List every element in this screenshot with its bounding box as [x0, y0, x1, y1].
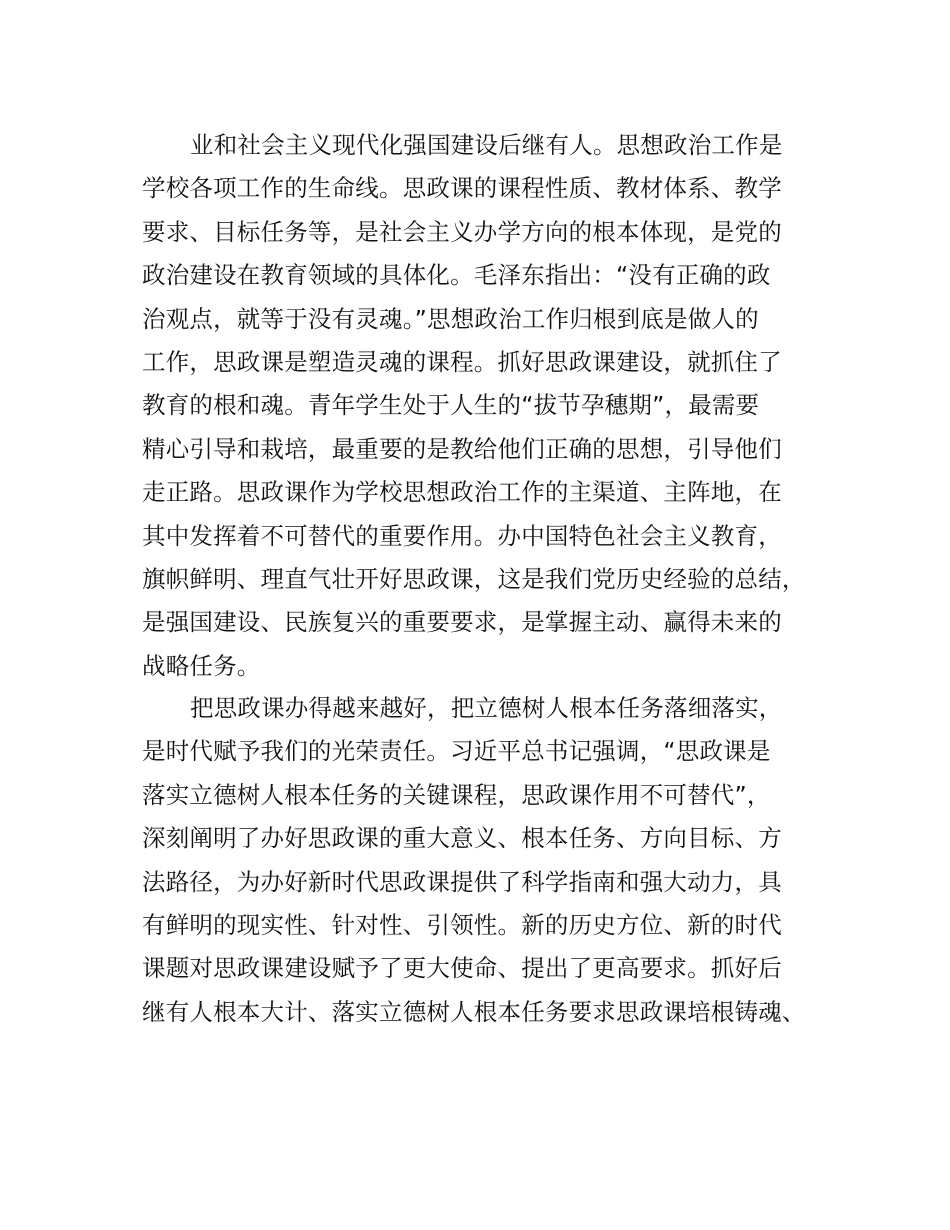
- text-line: 有鲜明的现实性、针对性、引领性。新的历史方位、新的时代: [142, 910, 782, 939]
- text-line: 深刻阐明了办好思政课的重大意义、根本任务、方向目标、方: [142, 824, 782, 853]
- text-line: 走正路。思政课作为学校思想政治工作的主渠道、主阵地，在: [142, 478, 782, 507]
- text-line: 落实立德树人根本任务的关键课程，思政课作用不可替代”，: [142, 780, 771, 809]
- text-line: 是强国建设、民族复兴的重要要求，是掌握主动、赢得未来的: [142, 608, 782, 637]
- text-line: 课题对思政课建设赋予了更大使命、提出了更高要求。抓好后: [142, 954, 782, 983]
- text-line: 治观点，就等于没有灵魂。”思想政治工作归根到底是做人的: [142, 304, 759, 333]
- text-line: 是时代赋予我们的光荣责任。习近平总书记强调，“思政课是: [142, 737, 771, 766]
- text-line: 工作，思政课是塑造灵魂的课程。抓好思政课建设，就抓住了: [142, 347, 782, 376]
- text-line: 把思政课办得越来越好，把立德树人根本任务落细落实，: [190, 694, 783, 722]
- text-line: 业和社会主义现代化强国建设后继有人。思想政治工作是: [190, 131, 783, 159]
- text-line: 教育的根和魂。青年学生处于人生的“拔节孕穗期”，最需要: [142, 391, 760, 420]
- text-line: 继有人根本大计、落实立德树人根本任务要求思政课培根铸魂、: [142, 997, 806, 1026]
- text-line: 学校各项工作的生命线。思政课的课程性质、教材体系、教学: [142, 174, 782, 203]
- paragraph-1: [142, 124, 842, 688]
- paragraph-2: [142, 687, 842, 1034]
- text-line: 要求、目标任务等，是社会主义办学方向的根本体现，是党的: [142, 217, 782, 246]
- text-line: 精心引导和栽培，最重要的是教给他们正确的思想，引导他们: [142, 434, 782, 463]
- text-line: 战略任务。: [142, 651, 261, 680]
- text-line: 政治建设在教育领域的具体化。毛泽东指出：“没有正确的政: [142, 261, 771, 290]
- text-line: 其中发挥着不可替代的重要作用。办中国特色社会主义教育，: [142, 521, 782, 550]
- text-line: 旗帜鲜明、理直气壮开好思政课，这是我们党历史经验的总结，: [142, 564, 806, 593]
- text-line: 法路径，为办好新时代思政课提供了科学指南和强大动力，具: [142, 867, 782, 896]
